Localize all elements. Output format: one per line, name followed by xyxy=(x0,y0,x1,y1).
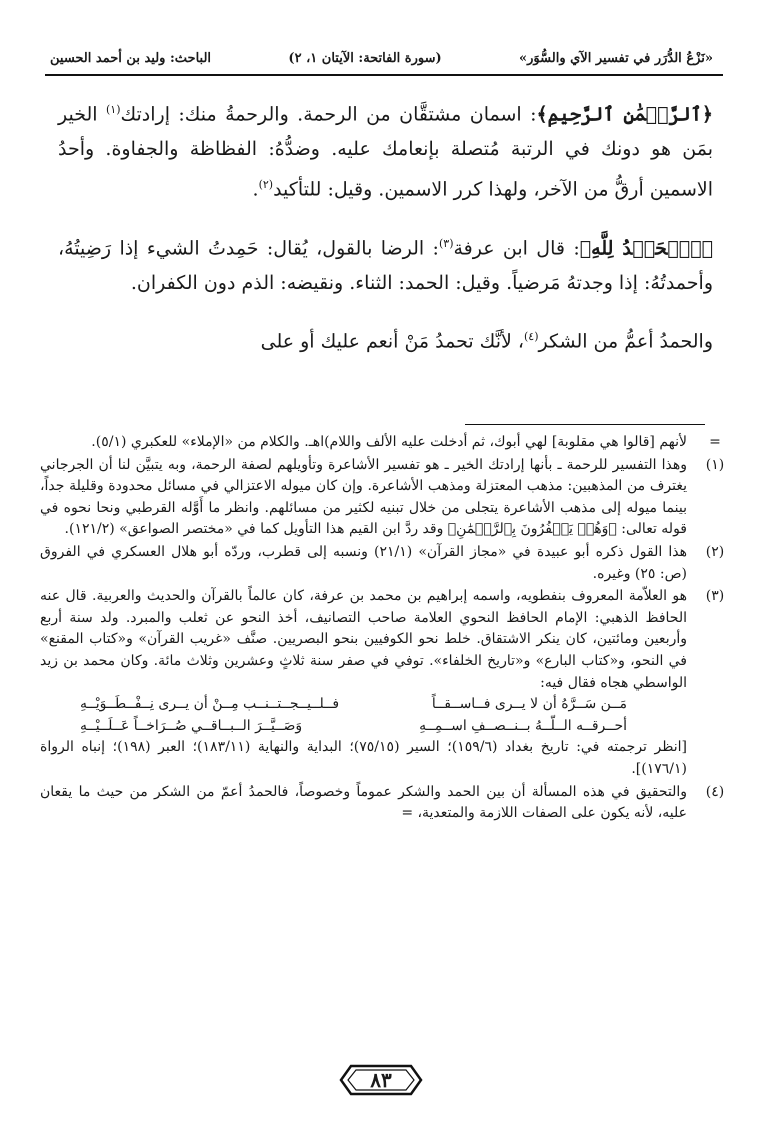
author-name: الباحث: وليد بن أحمد الحسين xyxy=(50,50,212,66)
footnote-3 xyxy=(40,586,733,780)
footnote-1 xyxy=(40,455,733,541)
paragraph-text: : اسمان مشتقَّان من الرحمة. والرحمةُ منك: إرادتك xyxy=(120,103,537,126)
continuation-mark: = xyxy=(709,434,721,450)
footnotes-section xyxy=(40,432,733,826)
footnote-number: (١) xyxy=(705,456,725,473)
quran-verse: ﴿ٱلۡحَمۡدُ لِلَّهِ﴾ xyxy=(579,236,713,259)
footnote-2 xyxy=(40,542,733,585)
verse-hemistich: أحــرقــه الــلّــهُ بــنــصــفِ اســمِــهِ xyxy=(419,717,627,734)
biography-reference: [انظر ترجمته في: تاريخ بغداد (١٥٩/٦)؛ السير (٧٥/١٥)؛ البداية والنهاية (١٨٣/١١)؛ العبر (١٩٨)؛ إنباه الرواة (١٧٦/١)]. xyxy=(40,739,687,777)
book-title: «نَزْعُ الدُّرَر في تفسير الآي والسُّوَر» xyxy=(519,50,713,66)
page-number-ornament xyxy=(339,1062,423,1098)
paragraph-text: : قال ابن عرفة xyxy=(453,236,580,259)
poem-verse xyxy=(40,716,687,738)
footnote-text: هو العلاّمة المعروف بنفطويه، واسمه إبراهيم بن محمد بن عرفة، كان عالماً بالقرآن والحديث والعربية. قال عنه الحافظ الذهبي: الإمام الحافظ النحوي العلامة صاحب التصانيف، أخذ النحو عن ثعلب والمبرد. ولد سنة أربع وأربعين ومائتين، كان ينكر الاشتقاق. خلط نحو الكوفيين بنحو البصريين. صنَّف «غريب القرآن» و«كتاب المقنع» في النحو، و«كتاب البارع» و«تاريخ الخلفاء». توفي في صفر سنة ثلاثٍ وعشرين وثلاث مائة. وكان محمد بن زيد الواسطي هجاه فقال فيه: xyxy=(40,588,687,691)
paragraph-text: الخير بمَن هو دونك في الرتبة مُتصلة بإنعامك عليه. وضدُّهُ: الفظاظة والجفاوة. وأحدُ الاسمين أرقُّ من الآخر، ولهذا كرر الاسمين. وقيل: للتأكيد xyxy=(58,103,713,201)
verse-hemistich: مَــن سَــرَّهُ أن لا يــرى فــاســقــاً xyxy=(431,696,627,713)
main-text xyxy=(58,92,713,377)
footnote-number: (٤) xyxy=(705,783,725,800)
running-header xyxy=(50,44,713,72)
verse-hemistich: فــلــيــجــتــنــب مِــنْ أن يــرى نِــفْــطَــوَيْــهِ xyxy=(80,696,340,713)
paragraph-text: . xyxy=(252,178,259,201)
footnote-text: والتحقيق في هذه المسألة أن بين الحمد والشكر عموماً وخصوصاً، فالحمدُ أعمّ من الشكر من حيث ما يقعان عليه، لأنه يكون على الصفات اللازمة والمتعدية، = xyxy=(40,783,687,822)
paragraph-hamd xyxy=(58,226,713,301)
footnote-ref[interactable]: (١) xyxy=(105,103,121,116)
paragraph-text: والحمدُ أعمُّ من الشكر xyxy=(538,330,713,353)
verse-hemistich: وَصَــيَّــرَ الــبــاقــي صُــرَاخــاً عَــلَــيْــهِ xyxy=(80,717,303,734)
paragraph-text: : الرضا بالقول، يُقال: حَمِدتُ الشيء إذا رَضِيتُهُ، وأحمدتُهُ: إذا وجدتهُ مَرضياً. وقيل: الحمد: الثناء. ونقيضه: الذم دون الكفران. xyxy=(58,236,713,294)
footnote-ref[interactable]: (٤) xyxy=(524,329,539,343)
poem-verse xyxy=(40,694,687,716)
footnote-text: هذا القول ذكره أبو عبيدة في «مجاز القرآن» (٢١/١) ونسبه إلى قطرب، وردّه أبو هلال العسكري في الفروق (ص: ٢٥) وغيره. xyxy=(40,543,688,582)
footnote-divider xyxy=(465,424,705,425)
quran-verse: ﴿ٱلرَّحۡمَٰنِ ٱلرَّحِيمِ﴾ xyxy=(536,103,713,126)
header-divider xyxy=(45,74,723,76)
paragraph-rahman-rahim xyxy=(58,92,713,208)
footnote-text: وهذا التفسير للرحمة ـ بأنها إرادتك الخير ـ هو تفسير الأشاعرة وتأويلهم لصفة الرحمة، وبه يتبيَّن لنا أن الجرجاني يغترف من المذهبين: مذهب المعتزلة ومذهب الأشاعرة. وإن كان ميوله الاعتزالي في مسائل محدودة وقليلة جداً، بينما ميوله إلى مذهب الأشاعرة يتجلى من خلال تبنيه لكثير من مسائلهم. وانظر ما أَوَّله القرطبي ونحا نحوه في قوله تعالى: ﴿وَهُمۡ يَكۡفُرُونَ بِٱلرَّحۡمَٰنِ﴾ وقد ردَّ ابن القيم هذا التأويل كما في «مختصر الصواعق» (١٢١/٢). xyxy=(40,456,687,538)
footnote-number: (٢) xyxy=(705,543,725,560)
footnote-ref[interactable]: (٢) xyxy=(258,178,274,192)
footnote-continuation xyxy=(40,432,733,454)
page-number: ٨٣ xyxy=(370,1068,392,1092)
footnote-4 xyxy=(40,782,733,825)
paragraph-text: ، لأنَّك تحمدُ مَنْ أنعم عليك أو على xyxy=(260,330,524,353)
footnote-ref[interactable]: (٣) xyxy=(438,236,454,250)
footnote-text: لأنهم [قالوا هي مقلوبة] لهي أبوك، ثم أدخلت عليه الألف واللام)اهـ. والكلام من «الإملاء» للعكبري (٥/١). xyxy=(91,434,687,450)
footnote-number: (٣) xyxy=(705,588,725,605)
surah-reference: (سورة الفاتحة: الآيتان ١، ٢) xyxy=(288,50,442,66)
paragraph-hamd-shukr xyxy=(58,319,713,359)
